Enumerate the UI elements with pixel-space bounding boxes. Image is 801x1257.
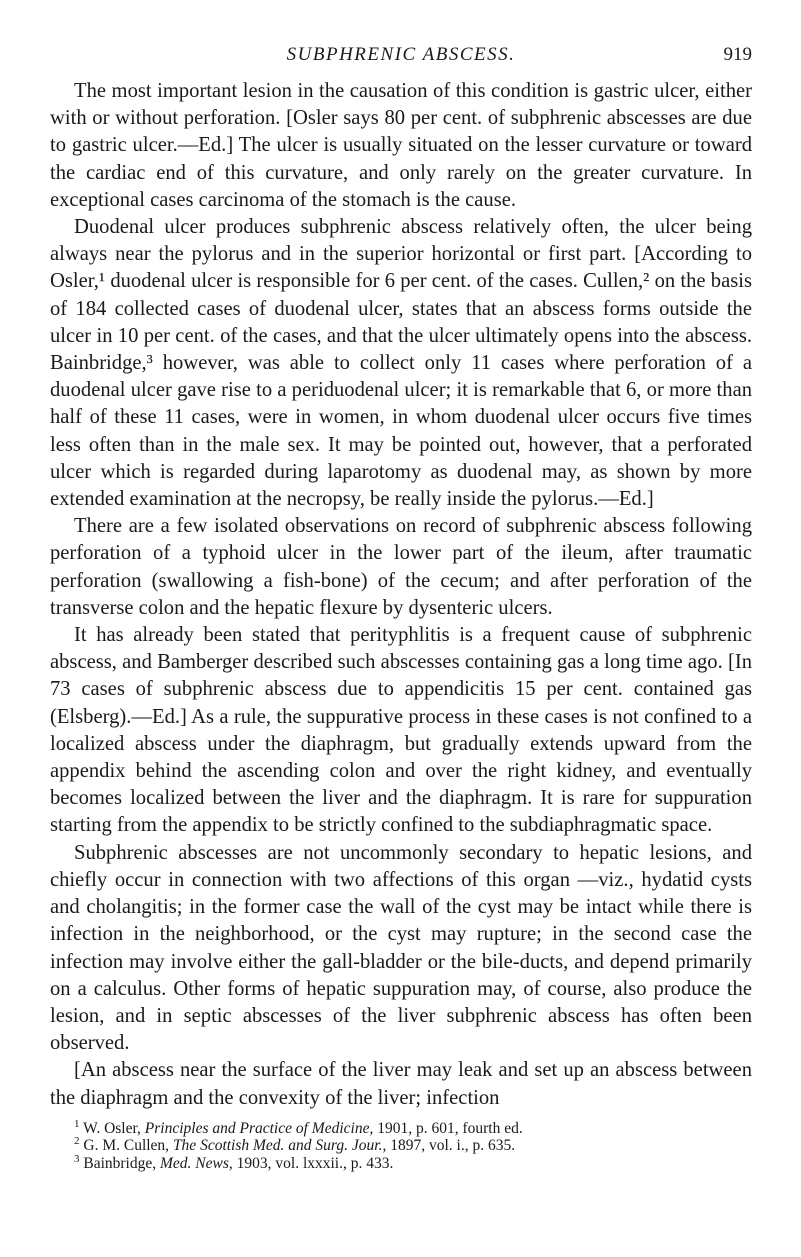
footnote-3 bbox=[50, 1152, 752, 1173]
footnote-2 bbox=[50, 1137, 752, 1155]
paragraph-hepatic-lesions: Subphrenic abscesses are not uncommonly secondary to hepatic lesions, and chiefly occur in connection with two affections of this organ —viz., hydatid cysts and cholangitis; in the former case the wall of the cyst may be intact while there is infection in the neighborhood, or the cyst may rupture; in the second case the infection may involve either the gall-bladder or the bile-ducts, and depend primarily on a calculus. Other forms of hepatic suppuration may, of course, also produce the lesion, and in septic abscesses of the liver subphrenic abscess has often been observed. bbox=[50, 841, 752, 1055]
footnote-author: W. Osler, bbox=[83, 1119, 145, 1137]
footnote-mark: 1 bbox=[74, 1117, 80, 1130]
footnote-1 bbox=[50, 1117, 752, 1138]
footnote-citation: , 1897, vol. i., p. 635. bbox=[382, 1137, 516, 1155]
page-header bbox=[50, 42, 752, 78]
paragraph-gastric-ulcer: The most important lesion in the causation of this condition is gastric ulcer, either with or without perforation. [Osler says 80 per cent. of subphrenic abscesses are due to gastric ulcer.—Ed.] The ulcer is usually situated on the lesser curvature or toward the cardiac end of this curvature, and only rarely on the greater curvature. In exceptional cases carcinoma of the stomach is the cause. bbox=[50, 80, 752, 211]
footnote-citation: , 1903, vol. lxxxii., p. 433. bbox=[228, 1154, 394, 1172]
footnote-title: The Scottish Med. and Surg. Jour. bbox=[172, 1137, 383, 1155]
footnote-title: Med. News bbox=[160, 1154, 229, 1172]
footnote-title: Principles and Practice of Medicine bbox=[144, 1119, 370, 1137]
body-text bbox=[50, 78, 752, 1112]
footnote-citation: , 1901, p. 601, fourth ed. bbox=[369, 1119, 523, 1137]
paragraph-liver-abscess: [An abscess near the surface of the liver may leak and set up an abscess between the diaphragm and the convexity of the liver; infection bbox=[50, 1059, 752, 1109]
paragraph-isolated-observations: There are a few isolated observations on record of subphrenic abscess following perforation of a typhoid ulcer in the lower part of the ileum, after traumatic perforation (swallowing a fish-bone) of the cecum; and after perforation of the transverse colon and the hepatic flexure by dysenteric ulcers. bbox=[50, 515, 752, 619]
footnote-mark: 2 bbox=[74, 1135, 80, 1148]
paragraph-perityphlitis: It has already been stated that perityphlitis is a frequent cause of subphrenic abscess, and Bamberger described such abscesses containing gas a long time ago. [In 73 cases of subphrenic abscess due to appendicitis 15 per cent. contained gas (Elsberg).—Ed.] As a rule, the suppurative process in these cases is not confined to a localized abscess under the diaphragm, but gradually extends upward from the appendix behind the ascending colon and over the right kidney, and eventually becomes localized between the liver and the diaphragm. It is rare for suppuration starting from the appendix to be strictly confined to the subdiaphragmatic space. bbox=[50, 624, 752, 837]
footnote-mark: 3 bbox=[74, 1152, 80, 1165]
book-page bbox=[50, 42, 752, 1172]
paragraph-duodenal-ulcer: Duodenal ulcer produces subphrenic abscess relatively often, the ulcer being always near the pylorus and in the superior horizontal or first part. [According to Osler,¹ duodenal ulcer is responsible for 6 per cent. of the cases. Cullen,² on the basis of 184 collected cases of duodenal ulcer, states that an abscess forms outside the ulcer in 10 per cent. of the cases, and that the ulcer ultimately opens into the abscess. Bainbridge,³ however, was able to collect only 11 cases where perforation of a duodenal ulcer gave rise to a periduodenal ulcer; it is remarkable that 6, or more than half of these 11 cases, were in women, in whom duodenal ulcer occurs five times less often than in the male sex. It may be pointed out, however, that a perforated ulcer which is regarded during laparotomy as duodenal may, as shown by more extended examination at the necropsy, be really inside the pylorus.—Ed.] bbox=[50, 216, 752, 511]
footnote-author: Bainbridge, bbox=[83, 1154, 160, 1172]
footnote-author: G. M. Cullen, bbox=[83, 1137, 173, 1155]
page-number: 919 bbox=[723, 44, 752, 65]
running-head: SUBPHRENIC ABSCESS. bbox=[286, 44, 516, 65]
footnotes bbox=[50, 1117, 752, 1173]
